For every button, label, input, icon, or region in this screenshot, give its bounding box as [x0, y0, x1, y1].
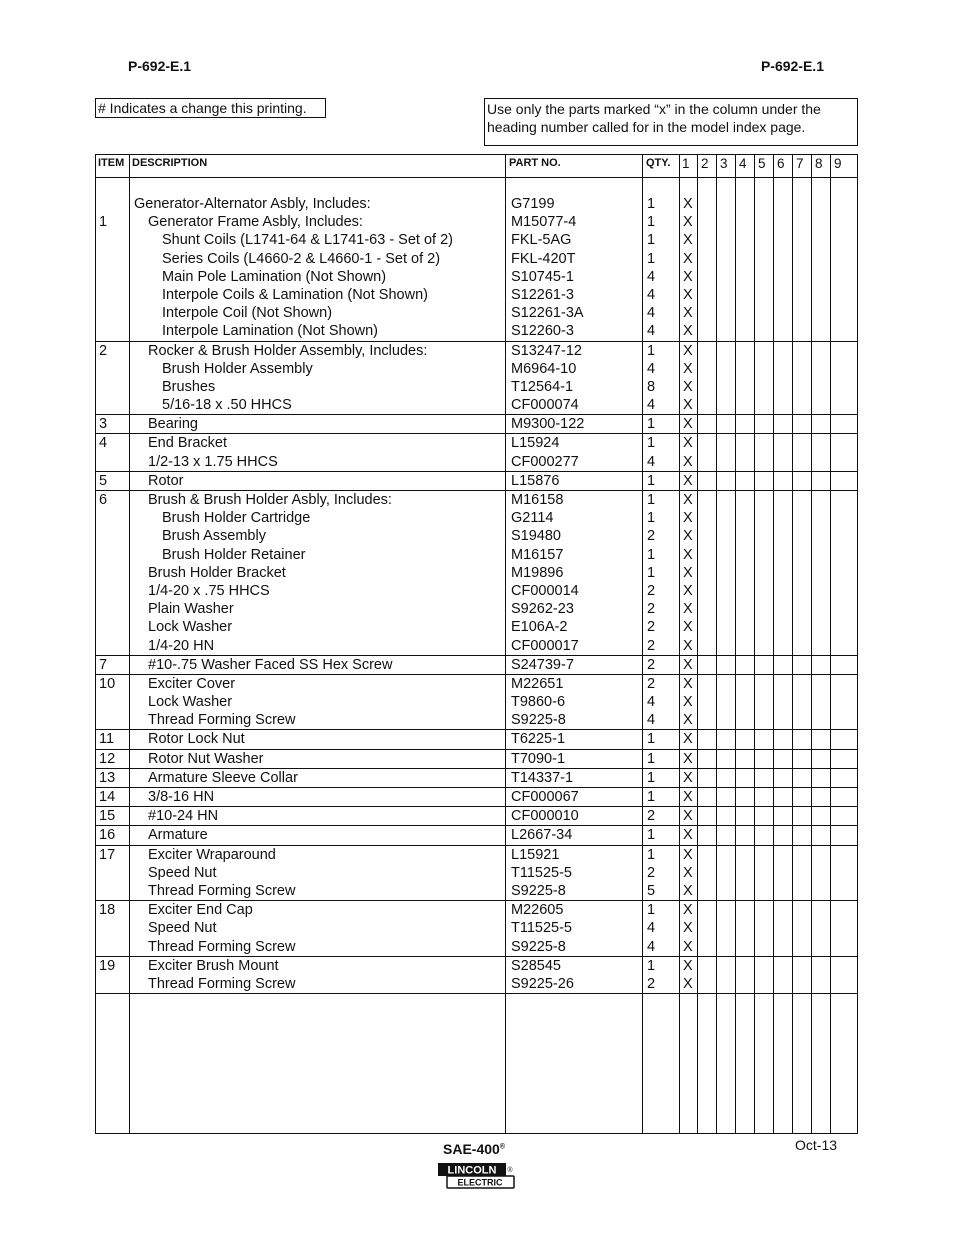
table-row-group — [96, 957, 857, 994]
table-row-group — [96, 788, 857, 807]
table-row — [96, 826, 857, 844]
table-row — [96, 901, 857, 919]
table-row — [96, 730, 857, 748]
quantity-cell: 1 — [647, 546, 656, 563]
item-number: 12 — [99, 750, 116, 767]
model-1-mark: X — [683, 769, 693, 786]
model-1-mark: X — [683, 214, 693, 231]
description-cell: Brush Holder Bracket — [148, 564, 286, 581]
quantity-cell: 2 — [647, 601, 656, 618]
description-cell: Rotor Lock Nut — [148, 731, 245, 748]
header-model-1: 1 — [682, 156, 690, 171]
part-number-cell: S12261-3 — [511, 286, 574, 303]
table-row-group — [96, 491, 857, 656]
part-number-cell: S24739-7 — [511, 656, 574, 673]
part-number-cell: G2114 — [511, 510, 554, 527]
table-row-group — [96, 846, 857, 902]
description-cell: Thread Forming Screw — [148, 938, 296, 955]
description-cell: Lock Washer — [148, 619, 233, 636]
quantity-cell: 2 — [647, 619, 656, 636]
table-row-group — [96, 434, 857, 471]
model-1-mark: X — [683, 694, 693, 711]
model-1-mark: X — [683, 582, 693, 599]
change-note: # Indicates a change this printing. — [95, 98, 326, 118]
part-number-cell: M9300-122 — [511, 416, 585, 433]
table-row — [96, 675, 857, 693]
model-1-mark: X — [683, 750, 693, 767]
description-cell: Speed Nut — [148, 920, 217, 937]
quantity-cell: 1 — [647, 957, 656, 974]
header-model-7: 7 — [796, 156, 804, 171]
model-1-mark: X — [683, 453, 693, 470]
quantity-cell: 1 — [647, 750, 656, 767]
part-number-cell: T7090-1 — [511, 750, 566, 767]
description-cell: Brush Holder Cartridge — [162, 510, 311, 527]
model-1-mark: X — [683, 528, 693, 545]
part-number-cell: T6225-1 — [511, 731, 566, 748]
quantity-cell: 4 — [647, 694, 656, 711]
quantity-cell: 2 — [647, 528, 656, 545]
model-1-mark: X — [683, 564, 693, 581]
part-number-cell: CF000067 — [511, 789, 579, 805]
header-model-9: 9 — [834, 156, 842, 171]
quantity-cell: 1 — [647, 232, 656, 249]
table-row — [96, 788, 857, 806]
table-row — [96, 618, 857, 636]
table-row — [96, 304, 857, 322]
part-number-cell: T12564-1 — [511, 378, 574, 395]
quantity-cell: 1 — [647, 472, 656, 489]
description-cell: Exciter Brush Mount — [148, 957, 279, 974]
usage-instruction: Use only the parts marked “x” in the column under the heading number called for in the model index page. — [484, 98, 858, 146]
table-row — [96, 582, 857, 600]
part-number-cell: S10745-1 — [511, 268, 574, 285]
table-row — [96, 396, 857, 414]
description-cell: Rotor — [148, 472, 184, 489]
table-row — [96, 564, 857, 582]
table-row — [96, 637, 857, 655]
part-number-cell: S19480 — [511, 528, 561, 545]
quantity-cell: 4 — [647, 323, 656, 340]
description-cell: Thread Forming Screw — [148, 712, 296, 729]
model-1-mark: X — [683, 378, 693, 395]
model-1-mark: X — [683, 323, 693, 340]
model-1-mark: X — [683, 712, 693, 729]
item-number: 15 — [99, 808, 116, 825]
description-cell: Armature — [148, 827, 208, 844]
table-row-group — [96, 213, 857, 341]
part-number-cell: E106A-2 — [511, 619, 568, 636]
table-row — [96, 286, 857, 304]
model-1-mark: X — [683, 975, 693, 992]
part-number-cell: L15924 — [511, 435, 560, 452]
part-number-cell: M16157 — [511, 546, 564, 563]
model-1-mark: X — [683, 731, 693, 748]
model-1-mark: X — [683, 902, 693, 919]
description-cell: Brush Assembly — [162, 528, 266, 545]
quantity-cell: 1 — [647, 731, 656, 748]
part-number-cell: S9225-8 — [511, 712, 566, 729]
table-row — [96, 213, 857, 231]
part-number-cell: CF000074 — [511, 397, 579, 414]
model-1-mark: X — [683, 637, 693, 654]
model-1-mark: X — [683, 808, 693, 825]
model-1-mark: X — [683, 286, 693, 303]
model-1-mark: X — [683, 492, 693, 508]
model-name — [443, 1141, 505, 1157]
part-number-cell: M22651 — [511, 675, 564, 692]
description-cell: Thread Forming Screw — [148, 975, 296, 992]
model-1-mark: X — [683, 846, 693, 863]
table-row — [96, 322, 857, 340]
quantity-cell: 1 — [647, 827, 656, 844]
table-row — [96, 975, 857, 993]
quantity-cell: 2 — [647, 975, 656, 992]
quantity-cell: 2 — [647, 582, 656, 599]
document-code-right: P-692-E.1 — [760, 58, 824, 74]
table-row — [96, 360, 857, 378]
header-part-no: PART NO. — [509, 157, 561, 169]
table-row — [96, 711, 857, 729]
table-row — [96, 268, 857, 286]
part-number-cell: CF000277 — [511, 453, 579, 470]
quantity-cell: 4 — [647, 453, 656, 470]
part-number-cell: S12261-3A — [511, 305, 584, 322]
document-code-left: P-692-E.1 — [128, 58, 192, 74]
table-row-group — [96, 656, 857, 675]
table-row-group — [96, 195, 857, 213]
header-model-5: 5 — [758, 156, 766, 171]
header-model-2: 2 — [701, 156, 709, 171]
item-number: 6 — [99, 492, 108, 508]
model-1-mark: X — [683, 938, 693, 955]
description-cell: Series Coils (L4660-2 & L4660-1 - Set of 2) — [162, 250, 441, 267]
quantity-cell: 2 — [647, 808, 656, 825]
quantity-cell: 1 — [647, 214, 656, 231]
item-number: 14 — [99, 789, 116, 805]
model-1-mark: X — [683, 305, 693, 322]
part-number-cell: S9225-8 — [511, 882, 566, 899]
quantity-cell: 2 — [647, 656, 656, 673]
model-1-mark: X — [683, 882, 693, 899]
quantity-cell: 4 — [647, 920, 656, 937]
item-number: 16 — [99, 827, 116, 844]
table-row — [96, 415, 857, 433]
table-row — [96, 882, 857, 900]
part-number-cell: M16158 — [511, 492, 564, 508]
description-cell: Interpole Coil (Not Shown) — [162, 305, 333, 322]
table-row — [96, 807, 857, 825]
quantity-cell: 1 — [647, 342, 656, 359]
part-number-cell: L15876 — [511, 472, 560, 489]
description-cell: Thread Forming Screw — [148, 882, 296, 899]
table-row — [96, 864, 857, 882]
description-cell: Shunt Coils (L1741-64 & L1741-63 - Set of 2) — [162, 232, 453, 249]
quantity-cell: 4 — [647, 397, 656, 414]
model-1-mark: X — [683, 397, 693, 414]
item-number: 7 — [99, 656, 108, 673]
table-row-group — [96, 675, 857, 731]
item-number: 10 — [99, 675, 116, 692]
description-cell: Main Pole Lamination (Not Shown) — [162, 268, 387, 285]
description-cell: 1/2-13 x 1.75 HHCS — [148, 453, 278, 470]
table-row-group — [96, 901, 857, 957]
description-cell: 5/16-18 x .50 HHCS — [162, 397, 292, 414]
description-cell: Interpole Coils & Lamination (Not Shown) — [162, 286, 428, 303]
description-cell: 1/4-20 HN — [148, 637, 215, 654]
model-1-mark: X — [683, 656, 693, 673]
logo-registered-mark: ® — [507, 1167, 513, 1174]
table-row-group — [96, 730, 857, 749]
description-cell: #10-.75 Washer Faced SS Hex Screw — [148, 656, 393, 673]
revision-date: Oct-13 — [795, 1137, 838, 1153]
model-1-mark: X — [683, 601, 693, 618]
description-cell: Brush Holder Retainer — [162, 546, 306, 563]
part-number-cell: T9860-6 — [511, 694, 566, 711]
model-1-mark: X — [683, 920, 693, 937]
part-number-cell: M22605 — [511, 902, 564, 919]
table-row — [96, 919, 857, 937]
description-cell: Speed Nut — [148, 864, 217, 881]
item-number: 5 — [99, 472, 108, 489]
table-row — [96, 938, 857, 956]
header-model-8: 8 — [815, 156, 823, 171]
quantity-cell: 5 — [647, 882, 656, 899]
item-number: 4 — [99, 435, 108, 452]
table-row-group — [96, 769, 857, 788]
quantity-cell: 1 — [647, 846, 656, 863]
quantity-cell: 4 — [647, 286, 656, 303]
description-cell: Brush Holder Assembly — [162, 360, 313, 377]
table-row-group — [96, 415, 857, 434]
table-row-group — [96, 826, 857, 845]
table-body — [96, 195, 857, 994]
quantity-cell: 1 — [647, 510, 656, 527]
table-row-group — [96, 750, 857, 769]
quantity-cell: 4 — [647, 712, 656, 729]
model-1-mark: X — [683, 472, 693, 489]
quantity-cell: 1 — [647, 492, 656, 508]
item-number: 17 — [99, 846, 116, 863]
description-cell: Armature Sleeve Collar — [148, 769, 298, 786]
header-model-4: 4 — [739, 156, 747, 171]
model-1-mark: X — [683, 416, 693, 433]
part-number-cell: S12260-3 — [511, 323, 574, 340]
model-1-mark: X — [683, 957, 693, 974]
quantity-cell: 4 — [647, 305, 656, 322]
description-cell: Brush & Brush Holder Asbly, Includes: — [148, 492, 392, 508]
quantity-cell: 1 — [647, 435, 656, 452]
table-row — [96, 434, 857, 452]
model-1-mark: X — [683, 619, 693, 636]
description-cell: Lock Washer — [148, 694, 233, 711]
part-number-cell: FKL-5AG — [511, 232, 572, 249]
part-number-cell: M15077-4 — [511, 214, 577, 231]
header-item: ITEM — [98, 157, 125, 169]
description-cell: End Bracket — [148, 435, 227, 452]
model-1-mark: X — [683, 510, 693, 527]
header-qty: QTY. — [646, 157, 671, 169]
quantity-cell: 1 — [647, 769, 656, 786]
description-cell: Generator Frame Asbly, Includes: — [148, 214, 363, 231]
quantity-cell: 1 — [647, 564, 656, 581]
header-model-3: 3 — [720, 156, 728, 171]
quantity-cell: 4 — [647, 360, 656, 377]
table-row — [96, 769, 857, 787]
quantity-cell: 4 — [647, 938, 656, 955]
table-row — [96, 693, 857, 711]
model-1-mark: X — [683, 864, 693, 881]
table-row — [96, 342, 857, 360]
table-row — [96, 509, 857, 527]
table-row — [96, 231, 857, 249]
lincoln-electric-logo — [437, 1162, 515, 1190]
registered-mark: ® — [499, 1143, 505, 1151]
part-number-cell: T11525-5 — [511, 864, 572, 881]
part-number-cell: G7199 — [511, 196, 555, 212]
table-row — [96, 250, 857, 268]
quantity-cell: 1 — [647, 902, 656, 919]
description-cell: Rocker & Brush Holder Assembly, Includes: — [148, 342, 428, 359]
item-number: 1 — [99, 214, 108, 231]
model-1-mark: X — [683, 232, 693, 249]
description-cell: #10-24 HN — [148, 808, 219, 825]
part-number-cell: CF000010 — [511, 808, 579, 825]
description-cell: 1/4-20 x .75 HHCS — [148, 582, 270, 599]
description-cell: Bearing — [148, 416, 198, 433]
part-number-cell: FKL-420T — [511, 250, 576, 267]
part-number-cell: L2667-34 — [511, 827, 573, 844]
quantity-cell: 2 — [647, 675, 656, 692]
item-number: 13 — [99, 769, 116, 786]
logo-top-text: LINCOLN — [447, 1164, 497, 1177]
description-cell: 3/8-16 HN — [148, 789, 215, 805]
description-cell: Generator-Alternator Asbly, Includes: — [134, 196, 371, 212]
item-number: 2 — [99, 342, 108, 359]
model-1-mark: X — [683, 196, 693, 212]
table-row — [96, 378, 857, 396]
part-number-cell: CF000014 — [511, 582, 579, 599]
description-cell: Interpole Lamination (Not Shown) — [162, 323, 379, 340]
part-number-cell: S9225-26 — [511, 975, 574, 992]
table-row — [96, 195, 857, 213]
part-number-cell: S13247-12 — [511, 342, 582, 359]
description-cell: Rotor Nut Washer — [148, 750, 264, 767]
part-number-cell: S28545 — [511, 957, 561, 974]
description-cell: Plain Washer — [148, 601, 234, 618]
table-row — [96, 656, 857, 674]
item-number: 11 — [99, 731, 115, 748]
model-1-mark: X — [683, 360, 693, 377]
part-number-cell: T14337-1 — [511, 769, 574, 786]
quantity-cell: 1 — [647, 416, 656, 433]
table-row-group — [96, 342, 857, 416]
table-row — [96, 750, 857, 768]
quantity-cell: 1 — [647, 196, 656, 212]
part-number-cell: M19896 — [511, 564, 564, 581]
model-1-mark: X — [683, 546, 693, 563]
table-row — [96, 546, 857, 564]
item-number: 18 — [99, 902, 116, 919]
table-row-group — [96, 472, 857, 491]
item-number: 3 — [99, 416, 108, 433]
description-cell: Exciter End Cap — [148, 902, 253, 919]
part-number-cell: S9225-8 — [511, 938, 566, 955]
table-row — [96, 472, 857, 490]
model-1-mark: X — [683, 827, 693, 844]
quantity-cell: 2 — [647, 864, 656, 881]
quantity-cell: 1 — [647, 789, 656, 805]
table-row — [96, 600, 857, 618]
part-number-cell: T11525-5 — [511, 920, 572, 937]
description-cell: Brushes — [162, 378, 216, 395]
quantity-cell: 8 — [647, 378, 656, 395]
header-description: DESCRIPTION — [132, 157, 208, 169]
model-1-mark: X — [683, 675, 693, 692]
part-number-cell: L15921 — [511, 846, 560, 863]
quantity-cell: 2 — [647, 637, 656, 654]
model-1-mark: X — [683, 789, 693, 805]
model-1-mark: X — [683, 250, 693, 267]
model-1-mark: X — [683, 342, 693, 359]
description-cell: Exciter Cover — [148, 675, 236, 692]
table-header-row — [96, 155, 857, 178]
part-number-cell: CF000017 — [511, 637, 579, 654]
description-cell: Exciter Wraparound — [148, 846, 276, 863]
table-row — [96, 527, 857, 545]
table-row — [96, 846, 857, 864]
model-1-mark: X — [683, 435, 693, 452]
part-number-cell: S9262-23 — [511, 601, 574, 618]
header-model-6: 6 — [777, 156, 785, 171]
model-1-mark: X — [683, 268, 693, 285]
model-name-text: SAE-400 — [443, 1141, 500, 1157]
logo-bottom-text: ELECTRIC — [457, 1177, 503, 1188]
quantity-cell: 1 — [647, 250, 656, 267]
parts-table — [95, 154, 858, 1134]
table-row — [96, 957, 857, 975]
table-row — [96, 453, 857, 471]
part-number-cell: M6964-10 — [511, 360, 577, 377]
item-number: 19 — [99, 957, 116, 974]
quantity-cell: 4 — [647, 268, 656, 285]
table-row — [96, 491, 857, 509]
table-row-group — [96, 807, 857, 826]
